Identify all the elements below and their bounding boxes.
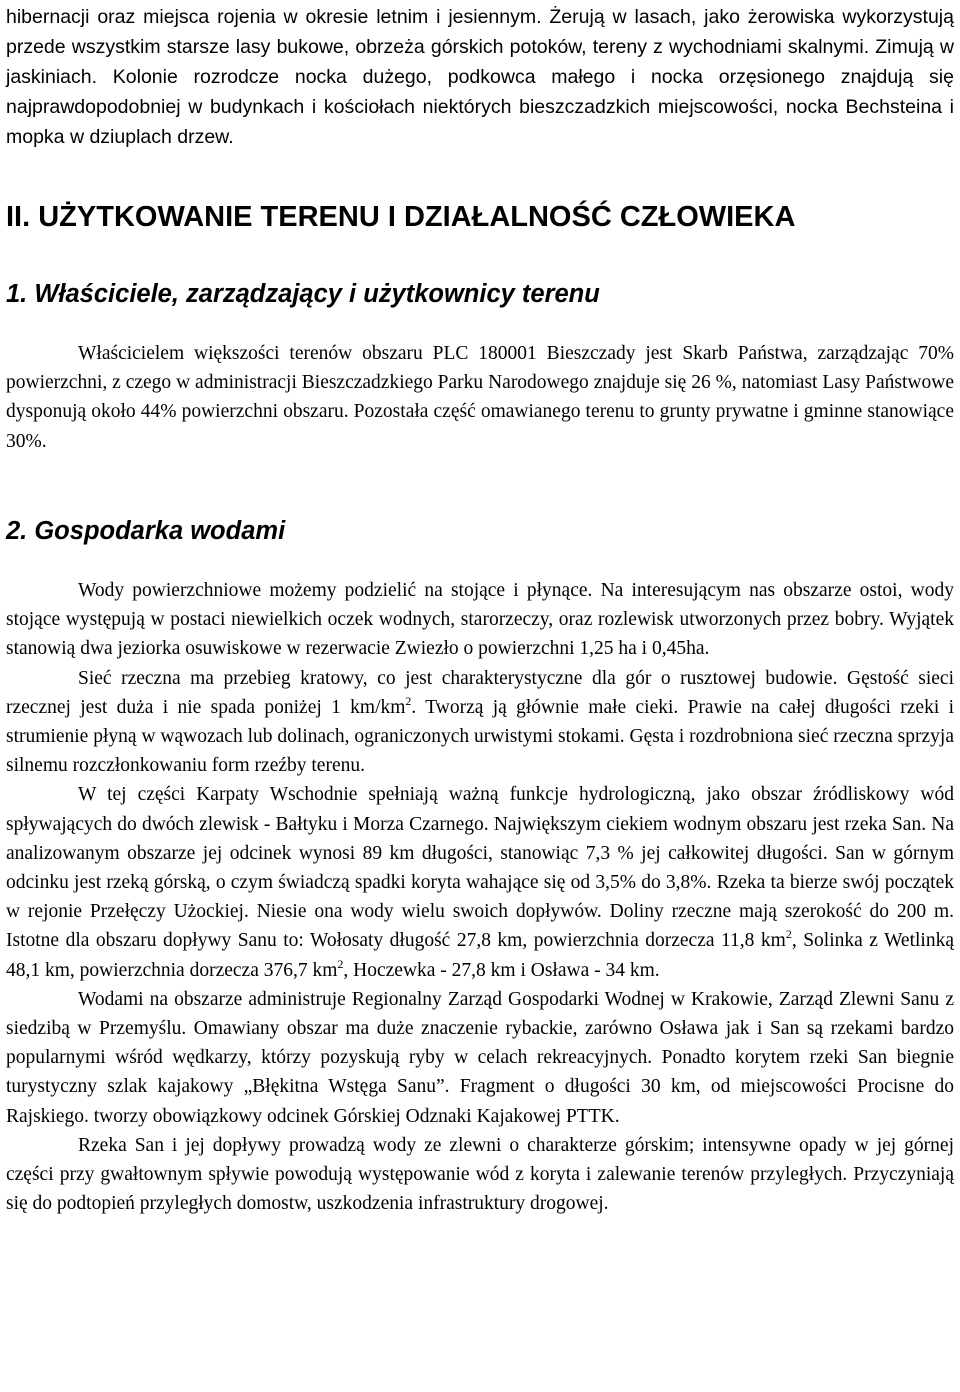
owners-paragraph: Właścicielem większości terenów obszaru PLC 180001 Bieszczady jest Skarb Państwa, zarządzając 70% powierzchni, z czego w administracji Bieszczadzkiego Parku Narodowego znajduje się 26 %, natomiast Lasy Państwowe dysponują około 44% powierzchni obszaru. Pozostała część omawianego terenu to grunty prywatne i gminne stanowiące 30%. — [6, 343, 954, 452]
water-paragraph-2 — [6, 664, 954, 781]
subsection-heading-water: 2. Gospodarka wodami — [6, 517, 286, 545]
superscript: 2 — [785, 927, 792, 942]
water-paragraph-3-text-c: , Hoczewka - 27,8 km i Osława - 34 km. — [343, 959, 660, 981]
water-paragraph-3 — [6, 780, 954, 984]
superscript: 2 — [337, 956, 344, 971]
water-paragraph-4: Wodami na obszarze administruje Regionalny Zarząd Gospodarki Wodnej w Krakowie, Zarząd Zlewni Sanu z siedzibą w Przemyślu. Omawiany obszar ma duże znaczenie rybackie, zarówno Osława jak i San są rzekami bardzo popularnymi wśród wędkarzy, którzy pozyskują ryby w celach rekreacyjnych. Ponadto korytem rzeki San biegnie turystyczny szlak kajakowy „Błękitna Wstęga Sanu”. Fragment o długości 30 km, od miejscowości Procisne do Rajskiego. tworzy obowiązkowy odcinek Górskiej Odznaki Kajakowej PTTK. — [6, 988, 954, 1127]
water-section-body — [6, 576, 954, 1218]
water-paragraph-2-text-a: Sieć rzeczna ma przebieg kratowy, co jest charakterystyczne dla gór o rusztowej budowie. Gęstość sieci rzecznej jest duża i nie spada poniżej 1 km/km — [6, 667, 954, 718]
superscript: 2 — [405, 693, 412, 708]
intro-paragraph: hibernacji oraz miejsca rojenia w okresie letnim i jesiennym. Żerują w lasach, jako żerowiska wykorzystują przede wszystkim starsze lasy bukowe, obrzeża górskich potoków, tereny z wychodniami skalnymi. Zimują w jaskiniach. Kolonie rozrodcze nocka dużego, podkowca małego i nocka orzęsionego znajdują się najprawdopodobniej w budynkach i kościołach niektórych bieszczadzkich miejscowości, nocka Bechsteina i mopka w dziuplach drzew. — [6, 6, 954, 148]
water-paragraph-5: Rzeka San i jej dopływy prowadzą wody ze zlewni o charakterze górskim; intensywne opady w jej górnej części przy gwałtownym spływie powodują występowanie wód z koryta i zalewanie terenów przyległych. Przyczyniają się do podtopień przyległych domostw, uszkodzenia infrastruktury drogowej. — [6, 1134, 954, 1215]
water-paragraph-1: Wody powierzchniowe możemy podzielić na stojące i płynące. Na interesującym nas obszarze ostoi, wody stojące występują w postaci niewielkich oczek wodnych, starorzeczy, oraz rozlewisk utworzonych przez bobry. Wyjątek stanowią dwa jeziorka osuwiskowe w rezerwacie Zwiezło o powierzchni 1,25 ha i 0,45ha. — [6, 580, 954, 660]
subsection-heading-owners: 1. Właściciele, zarządzający i użytkownicy terenu — [6, 280, 600, 308]
section-heading: II. UŻYTKOWANIE TERENU I DZIAŁALNOŚĆ CZŁOWIEKA — [6, 201, 796, 233]
water-paragraph-3-text-a: W tej części Karpaty Wschodnie spełniają ważną funkcje hydrologiczną, jako obszar źródliskowy wód spływających do dwóch zlewisk - Bałtyku i Morza Czarnego. Największym ciekiem wodnym obszaru jest rzeka San. Na analizowanym obszarze jej odcinek wynosi 89 km długości, stanowiąc 7,3 % jej całkowitej długości. San w górnym odcinku jest rzeką górską, o czym świadczą spadki koryta wahające się od 3,5% do 3,8%. Rzeka ta bierze swój początek w rejonie Przełęczy Użockiej. Niesie ona wody wielu swoich dopływów. Doliny rzeczne mają szerokość do 200 m. Istotne dla obszaru dopływy Sanu to: Wołosaty długość 27,8 km, powierzchnia dorzecza 11,8 km — [6, 784, 954, 952]
water-paragraph-2-text-b: . Tworzą ją głównie małe cieki. Prawie na całej długości rzeki i strumienie płyną w wąwozach lub dolinach, ograniczonych urwistymi stokami. Gęsta i rozdrobniona sieć rzeczna sprzyja silnemu rozczłonkowaniu form rzeźby terenu. — [6, 696, 954, 777]
water-paragraph-3-text-b: , Solinka z Wetlinką 48,1 km, powierzchnia dorzecza 376,7 km — [6, 930, 954, 981]
